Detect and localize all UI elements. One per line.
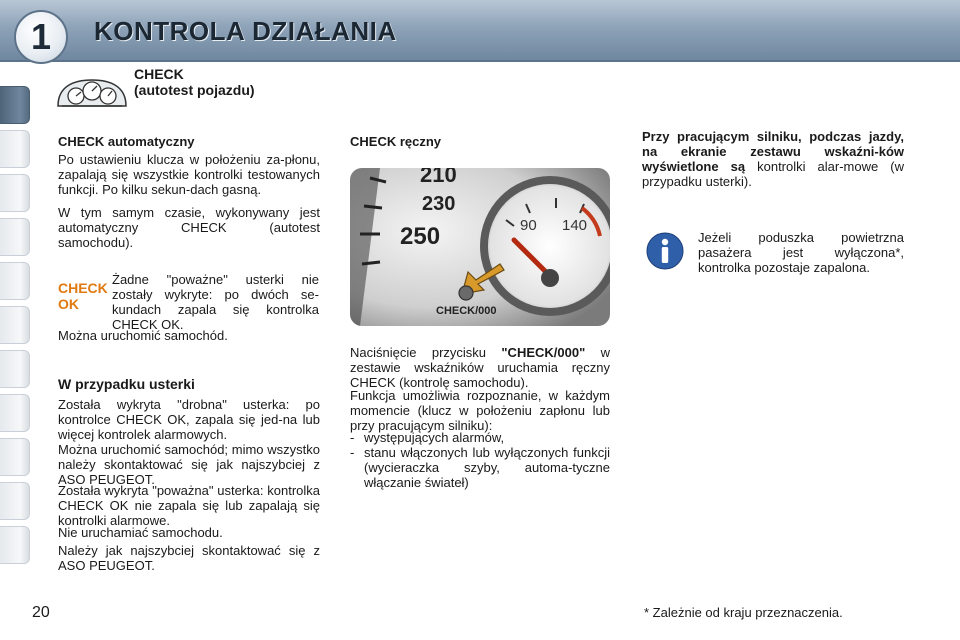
list-item xyxy=(350,430,610,445)
no-fault-text: Żadne "poważne" usterki nie zostały wykryte: po dwóch se-kundach zapala się kontrolka CHECK OK. xyxy=(112,272,319,332)
check-ok-lamp-line2: OK xyxy=(58,296,79,312)
chapter-tab-2[interactable] xyxy=(0,130,30,168)
speed-label-250: 250 xyxy=(400,223,441,250)
chapter-tab-4[interactable] xyxy=(0,218,30,256)
airbag-info-text: Jeżeli poduszka powietrzna pasażera jest wyłączona*, kontrolka pozostaje zapalona. xyxy=(698,230,904,275)
gauge-label-90: 90 xyxy=(520,217,537,234)
chapter-title: KONTROLA DZIAŁANIA xyxy=(94,16,397,46)
check-000-button-name: "CHECK/000" xyxy=(501,345,586,360)
chapter-tab-5[interactable] xyxy=(0,262,30,300)
auto-check-paragraph-1: Po ustawieniu klucza w położeniu za-płonu, zapalają się wszystkie kontrolki testowanych funkcji. Po kilku sekun-dach gasną. xyxy=(58,152,320,197)
chapter-tab-strip xyxy=(0,66,32,578)
fault-paragraph-5: Należy jak najszybciej skontaktować się z ASO PEUGEOT. xyxy=(58,543,320,573)
fault-paragraph-2: Można uruchomić samochód; mimo wszystko należy skontaktować się jak najszybciej z ASO PEUGEOT. xyxy=(58,442,320,487)
list-dash: - xyxy=(350,430,355,445)
page-number: 20 xyxy=(32,604,50,621)
running-engine-paragraph xyxy=(642,129,904,189)
section-title-line2: (autotest pojazdu) xyxy=(134,82,255,98)
fault-paragraph-4: Nie uruchamiać samochodu. xyxy=(58,525,223,540)
speed-label-210: 210 xyxy=(420,168,457,187)
check-ok-lamp-line1: CHECK xyxy=(58,280,108,296)
manual-check-paragraph-2: Funkcja umożliwia rozpoznanie, w każdym momencie (klucz w położeniu zapłonu lub przy pracującym silniku): xyxy=(350,388,610,433)
fault-paragraph-1: Została wykryta "drobna" usterka: po kontrolce CHECK OK, zapala się jed-na lub więcej kontrolek alarmowych. xyxy=(58,397,320,442)
section-title xyxy=(134,66,255,98)
chapter-tab-1[interactable] xyxy=(0,86,30,124)
chapter-tab-7[interactable] xyxy=(0,350,30,388)
page-header xyxy=(0,0,960,62)
fault-heading: W przypadku usterki xyxy=(58,376,195,392)
instrument-cluster-icon xyxy=(56,76,128,108)
chapter-tab-6[interactable] xyxy=(0,306,30,344)
check-000-button-label: CHECK/000 xyxy=(436,305,497,317)
chapter-number-badge: 1 xyxy=(14,10,68,64)
running-engine-rest: kontrolki alar-mowe (w przypadku usterki). xyxy=(642,159,904,189)
gauge-label-140: 140 xyxy=(562,217,588,234)
chapter-tab-11[interactable] xyxy=(0,526,30,564)
manual-check-p1-post: w zestawie wskaźników uruchamia ręczny CHECK (kontrolę samochodu). xyxy=(350,345,611,390)
running-engine-bold: Przy pracującym silniku, podczas jazdy, na ekranie zestawu wskaźni-ków wyświetlone są xyxy=(642,129,904,174)
fault-paragraph-3: Została wykryta "poważna" usterka: kontrolka CHECK OK nie zapala się lub zapalają się kontrolki alarmowe. xyxy=(58,483,320,528)
chapter-tab-9[interactable] xyxy=(0,438,30,476)
chapter-tab-3[interactable] xyxy=(0,174,30,212)
check-ok-lamp-icon xyxy=(58,280,108,320)
list-item-text-2: stanu włączonych lub wyłączonych funkcji (wycieraczka szyby, automa-tyczne włączanie świateł) xyxy=(364,445,610,490)
list-item xyxy=(350,445,610,490)
footnote: * Zależnie od kraju przeznaczenia. xyxy=(644,605,843,620)
can-start-text: Można uruchomić samochód. xyxy=(58,328,228,343)
chapter-tab-8[interactable] xyxy=(0,394,30,432)
chapter-tab-10[interactable] xyxy=(0,482,30,520)
instrument-cluster-photo xyxy=(350,168,610,326)
manual-check-heading: CHECK ręczny xyxy=(350,134,442,149)
list-item-text-1: występujących alarmów, xyxy=(364,430,505,445)
auto-check-paragraph-2: W tym samym czasie, wykonywany jest automatyczny CHECK (autotest samochodu). xyxy=(58,205,320,250)
speed-label-230: 230 xyxy=(422,193,456,215)
section-title-line1: CHECK xyxy=(134,66,184,82)
list-dash: - xyxy=(350,445,355,460)
manual-check-p1-pre: Naciśnięcie przycisku xyxy=(350,345,502,360)
info-icon xyxy=(646,232,684,270)
auto-check-heading: CHECK automatyczny xyxy=(58,134,195,149)
manual-check-paragraph-1 xyxy=(350,345,610,390)
